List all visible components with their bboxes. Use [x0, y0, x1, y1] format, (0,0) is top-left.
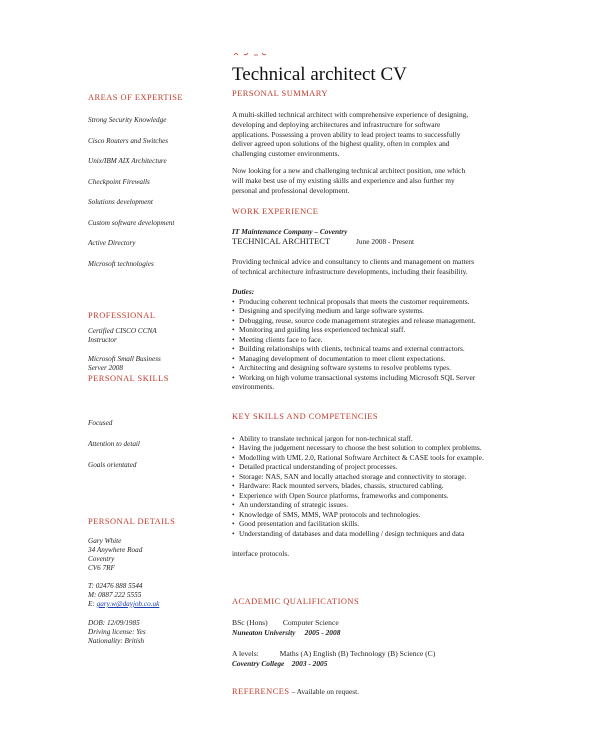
- expertise-item: Unix/IBM AIX Architecture: [88, 157, 167, 165]
- list-item: • Building relationships with clients, technical teams and external contractors.: [232, 344, 532, 353]
- expertise-item: Checkpoint Firewalls: [88, 178, 150, 186]
- list-item: • Producing coherent technical proposals that meets the customer requirements.: [232, 297, 532, 306]
- skill-item: Goals orientated: [88, 461, 137, 469]
- skill-item: Attention to detail: [88, 440, 140, 448]
- summary-line: challenging customer environments.: [232, 149, 340, 159]
- expertise-item: Solutions development: [88, 198, 153, 206]
- list-item: • Storage: NAS, SAN and locally attached storage and connectivity to storage.: [232, 472, 542, 481]
- job-dates: June 2008 - Present: [356, 237, 415, 246]
- key-skills-tail: interface protocols.: [232, 549, 290, 558]
- duties-list: [232, 297, 532, 382]
- expertise-item: Strong Security Knowledge: [88, 116, 167, 124]
- list-item: • Detailed practical understanding of project processes.: [232, 462, 542, 471]
- list-item: • Ability to translate technical jargon for non-technical staff.: [232, 434, 542, 443]
- references-label: REFERENCES: [232, 687, 290, 696]
- list-item: • An understanding of strategic issues.: [232, 500, 542, 509]
- job-description: [232, 257, 532, 277]
- key-skills-heading: KEY SKILLS AND COMPETENCIES: [232, 412, 379, 421]
- duties-tail: environments.: [232, 382, 275, 391]
- summary-line: deliver agreed upon solutions of the highest quality, often in complex and: [232, 139, 450, 149]
- summary-line: personal and professional development.: [232, 185, 350, 195]
- list-item: • Having the judgement necessary to choose the best solution to complex problems.: [232, 443, 542, 452]
- a-levels: A levels: Maths (A) English (B) Technology (B) Science (C): [232, 649, 436, 658]
- email-link[interactable]: gary.w@dayjob.co.uk: [96, 600, 160, 608]
- list-item: • Designing and specifying medium and large software systems.: [232, 306, 532, 315]
- expertise-heading: AREAS OF EXPERTISE: [88, 93, 184, 102]
- personal-details-heading: PERSONAL DETAILS: [88, 517, 176, 526]
- list-item: • Managing development of documentation to meet client expectations.: [232, 354, 532, 363]
- page-title: Technical architect CV: [232, 64, 407, 85]
- list-item: • Hardware: Rack mounted servers, blades, chassis, structured cabling.: [232, 481, 542, 490]
- job-title: TECHNICAL ARCHITECT: [232, 236, 331, 246]
- summary-paragraph-1: [232, 110, 532, 159]
- personal-skills-heading: PERSONAL SKILLS: [88, 374, 169, 383]
- driving-license: Driving license: Yes: [88, 628, 146, 636]
- professional-heading: PROFESSIONAL: [88, 311, 156, 320]
- key-skills-list: [232, 434, 542, 538]
- summary-line: developing and deploying architectures and infrastructure for software: [232, 119, 441, 129]
- list-item: • Architecting and designing software systems to resolve problems types.: [232, 363, 532, 372]
- expertise-item: Custom software development: [88, 219, 175, 227]
- expertise-item: Microsoft technologies: [88, 260, 154, 268]
- list-item: • Modelling with UML 2.0, Rational Software Architect & CASE tools for example.: [232, 453, 542, 462]
- professional-item: Instructor: [88, 336, 117, 344]
- expertise-item: Cisco Routers and Switches: [88, 137, 169, 145]
- list-item: • Good presentation and facilitation skills.: [232, 519, 542, 528]
- degree: BSc (Hons) Computer Science: [232, 618, 339, 627]
- email-prefix: E:: [88, 600, 97, 608]
- company-name: IT Maintenance Company – Coventry: [232, 227, 348, 236]
- address-line: Coventry: [88, 555, 115, 563]
- list-item: • Understanding of databases and data modelling / design techniques and data: [232, 529, 542, 538]
- summary-line: Now looking for a new and challenging technical architect position, one which: [232, 166, 466, 175]
- summary-line: A multi-skilled technical architect with comprehensive experience of designing,: [232, 110, 469, 119]
- professional-item: Microsoft Small Business: [88, 355, 161, 363]
- expertise-item: Active Directory: [88, 239, 136, 247]
- academic-heading: ACADEMIC QUALIFICATIONS: [232, 597, 360, 606]
- list-item: • Working on high volume transactional systems including Microsoft SQL Server: [232, 373, 532, 382]
- references-text: – Available on request.: [289, 687, 360, 696]
- summary-paragraph-2: [232, 166, 532, 195]
- list-item: • Debugging, reuse, source code management strategies and release management.: [232, 316, 532, 325]
- summary-line: will make best use of my existing skills and experience and also further my: [232, 175, 455, 185]
- university: Nuneaton University 2005 - 2008: [232, 628, 341, 637]
- references-line: [232, 681, 359, 699]
- contact-name: Gary White: [88, 537, 122, 545]
- job-description-line: of technical architecture infrastructure developments, including their feasibility.: [232, 266, 468, 276]
- list-item: • Experience with Open Source platforms, frameworks and components.: [232, 491, 542, 500]
- list-item: • Meeting clients face to face.: [232, 335, 532, 344]
- dob: DOB: 12/09/1985: [88, 619, 140, 627]
- summary-heading: PERSONAL SUMMARY: [232, 89, 328, 98]
- decorative-flourish-icon: [232, 51, 272, 57]
- skill-item: Focused: [88, 419, 113, 427]
- duties-label: Duties:: [232, 287, 255, 296]
- summary-line: applications. Possessing a proven ability to lead project teams to successfully: [232, 129, 461, 139]
- professional-item: Server 2008: [88, 364, 123, 372]
- college: Coventry College 2003 - 2005: [232, 659, 328, 668]
- address-line: 34 Anywhere Road: [88, 546, 143, 554]
- professional-item: Certified CISCO CCNA: [88, 327, 157, 335]
- job-description-line: Providing technical advice and consultancy to clients and management on matters: [232, 257, 475, 266]
- mobile: M: 0887 222 5555: [88, 591, 142, 599]
- work-experience-heading: WORK EXPERIENCE: [232, 207, 319, 216]
- list-item: • Knowledge of SMS, MMS, WAP protocols and technologies.: [232, 510, 542, 519]
- list-item: • Monitoring and guiding less experienced technical staff.: [232, 325, 532, 334]
- address-line: CV6 7RF: [88, 564, 115, 572]
- nationality: Nationality: British: [88, 637, 145, 645]
- telephone: T: 02476 888 5544: [88, 582, 143, 590]
- email-line: [88, 600, 159, 608]
